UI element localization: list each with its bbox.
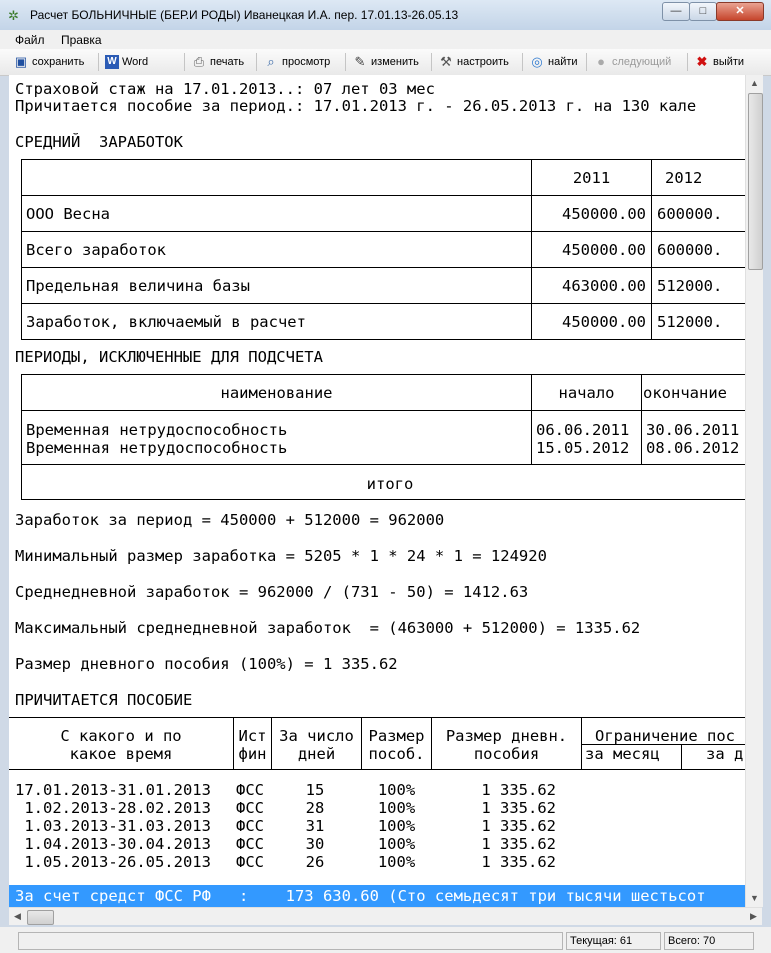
toolbar-separator [256,53,257,71]
earnings-row-label: Заработок, включаемый в расчет [26,313,306,331]
excluded-row-end: 08.06.2012 [646,439,740,457]
benefit-row-days: 28 [305,799,325,817]
find-button[interactable]: ◎ найти [529,52,578,72]
earnings-row-label: ООО Весна [26,205,110,223]
toolbar [0,49,771,76]
magnifier-icon: ◎ [531,54,543,70]
toolbar-separator [586,53,587,71]
benefit-row-source: ФСС [236,853,264,871]
earnings-row-label: Всего заработок [26,241,166,259]
benefit-row-source: ФСС [236,781,264,799]
header-source: Ист [238,727,267,745]
benefit-row-daily: 1 335.62 [481,817,556,835]
earnings-row-value: 450000.00 [562,241,646,259]
excluded-row-name: Временная нетрудоспособность [26,439,288,457]
header-limit-month: за месяц [585,745,660,763]
year-2011-header: 2011 [572,169,611,187]
scroll-up-icon[interactable]: ▲ [750,78,759,88]
earnings-row-value: 512000. [657,313,723,331]
selected-line-text: За счет средст ФСС РФ : 173 630.60 (Сто семьдесят три тысячи шестьсот [15,887,706,905]
status-message-field [18,932,563,950]
benefit-row-period: 1.04.2013-30.04.2013 [15,835,211,853]
benefit-row-source: ФСС [236,799,264,817]
benefit-row-days: 15 [305,781,325,799]
selected-line[interactable] [9,885,745,907]
preview-icon: ⌕ [267,54,275,70]
toolbar-separator [345,53,346,71]
header-limit: Ограничение пос [595,727,735,745]
printer-icon: ⎙ [193,54,205,70]
preview-button[interactable]: ⌕ просмотр [263,52,330,72]
find-next-icon: ● [597,54,605,70]
earnings-row-value: 600000. [657,241,723,259]
minimize-button[interactable]: — [662,2,690,21]
excluded-row-name: Временная нетрудоспособность [26,421,288,439]
header-rate: Размер [368,727,425,745]
calc-maximum-daily: Максимальный среднедневной заработок = (463000 + 512000) = 1335.62 [15,619,641,637]
benefit-row-period: 1.05.2013-26.05.2013 [15,853,211,871]
close-x-icon: ✖ [696,54,708,70]
floppy-disk-icon: ▣ [14,54,28,70]
status-bar [0,927,771,953]
earnings-row-value: 450000.00 [562,313,646,331]
benefit-row-rate: 100% [377,817,416,835]
benefit-row-rate: 100% [377,853,416,871]
benefit-row-rate: 100% [377,799,416,817]
excluded-total-label: итого [366,475,414,493]
toolbar-separator [98,53,99,71]
toolbar-separator [184,53,185,71]
header-period: С какого и по [60,727,182,745]
hammer-icon: ⚒ [440,54,452,70]
benefit-heading: ПРИЧИТАЕТСЯ ПОСОБИЕ [15,691,193,709]
benefit-row-days: 30 [305,835,325,853]
excluded-row-start: 15.05.2012 [536,439,630,457]
calc-earnings-period: Заработок за период = 450000 + 512000 = 962000 [15,511,445,529]
benefit-period-line: Причитается пособие за период.: 17.01.2013 г. - 26.05.2013 г. на 130 кале [15,97,697,115]
benefit-row-daily: 1 335.62 [481,853,556,871]
vertical-scrollbar[interactable] [745,75,763,907]
earnings-row-value: 600000. [657,205,723,223]
benefit-row-days: 31 [305,817,325,835]
menu-edit[interactable]: Правка [61,33,102,47]
maximize-button[interactable]: □ [689,2,717,21]
scroll-left-icon[interactable]: ◀ [14,911,21,921]
benefit-row-daily: 1 335.62 [481,781,556,799]
settings-button[interactable]: ⚒ настроить [438,52,509,72]
save-button[interactable]: ▣ сохранить [13,52,84,72]
excluded-row-end: 30.06.2011 [646,421,740,439]
calc-average-daily: Среднедневной заработок = 962000 / (731 - 50) = 1412.63 [15,583,529,601]
header-daily-amount: Размер дневн. [445,727,568,745]
title-bar [0,0,771,31]
benefit-row-period: 1.03.2013-31.03.2013 [15,817,211,835]
earnings-row-value: 463000.00 [562,277,646,295]
horizontal-scrollbar[interactable] [9,907,762,925]
header-daily-amount: пособия [473,745,540,763]
toolbar-separator [431,53,432,71]
benefit-row-period: 1.02.2013-28.02.2013 [15,799,211,817]
col-start-header: начало [558,384,615,402]
close-button[interactable]: ✕ [716,2,764,21]
exit-button[interactable]: ✖ выйти [694,52,744,72]
benefit-row-rate: 100% [377,781,416,799]
report-view[interactable] [9,75,745,907]
benefit-row-period: 17.01.2013-31.01.2013 [15,781,211,799]
calc-minimum-earnings: Минимальный размер заработка = 5205 * 1 * 24 * 1 = 124920 [15,547,547,565]
header-source: фин [238,745,267,763]
earnings-row-label: Предельная величина базы [26,277,250,295]
print-button[interactable]: ⎙ печать [191,52,244,72]
word-button[interactable]: W Word [105,52,148,72]
menu-bar [0,30,771,50]
earnings-row-value: 512000. [657,277,723,295]
excluded-periods-heading: ПЕРИОДЫ, ИСКЛЮЧЕННЫЕ ДЛЯ ПОДСЧЕТА [15,348,323,366]
benefit-row-source: ФСС [236,835,264,853]
header-rate: пособ. [368,745,425,763]
window-title: Расчет БОЛЬНИЧНЫЕ (БЕР.И РОДЫ) Иванецкая И.А. пер. 17.01.13-26.05.13 [30,8,459,22]
toolbar-separator [687,53,688,71]
benefit-row-source: ФСС [236,817,264,835]
toolbar-separator [522,53,523,71]
col-end-header: окончание [643,384,727,402]
pencil-icon: ✎ [354,54,366,70]
status-total-lines: Всего: 70 [664,932,754,950]
excluded-row-start: 06.06.2011 [536,421,630,439]
benefit-row-daily: 1 335.62 [481,799,556,817]
status-current-line: Текущая: 61 [566,932,661,950]
earnings-row-value: 450000.00 [562,205,646,223]
vertical-scroll-thumb[interactable] [748,93,763,270]
benefit-row-days: 26 [305,853,325,871]
app-icon: ✲ [8,8,19,23]
earnings-heading: СРЕДНИЙ ЗАРАБОТОК [15,133,183,151]
header-days: дней [297,745,336,763]
header-period: какое время [69,745,173,763]
menu-file[interactable]: Файл [15,33,45,47]
year-2012-header: 2012 [665,169,703,187]
calc-daily-benefit: Размер дневного пособия (100%) = 1 335.62 [15,655,398,673]
horizontal-scroll-thumb[interactable] [27,910,54,925]
header-days: За число [279,727,354,745]
header-limit-day: за д [706,745,744,763]
scroll-right-icon[interactable]: ▶ [750,911,757,921]
insurance-record-line: Страховой стаж на 17.01.2013..: 07 лет 03 мес [15,80,435,98]
benefit-row-rate: 100% [377,835,416,853]
scroll-down-icon[interactable]: ▼ [750,893,759,903]
word-icon: W [105,55,119,69]
col-name-header: наименование [220,384,333,402]
benefit-row-daily: 1 335.62 [481,835,556,853]
edit-button[interactable]: ✎ изменить [352,52,419,72]
find-next-button[interactable]: ● следующий [593,52,671,72]
